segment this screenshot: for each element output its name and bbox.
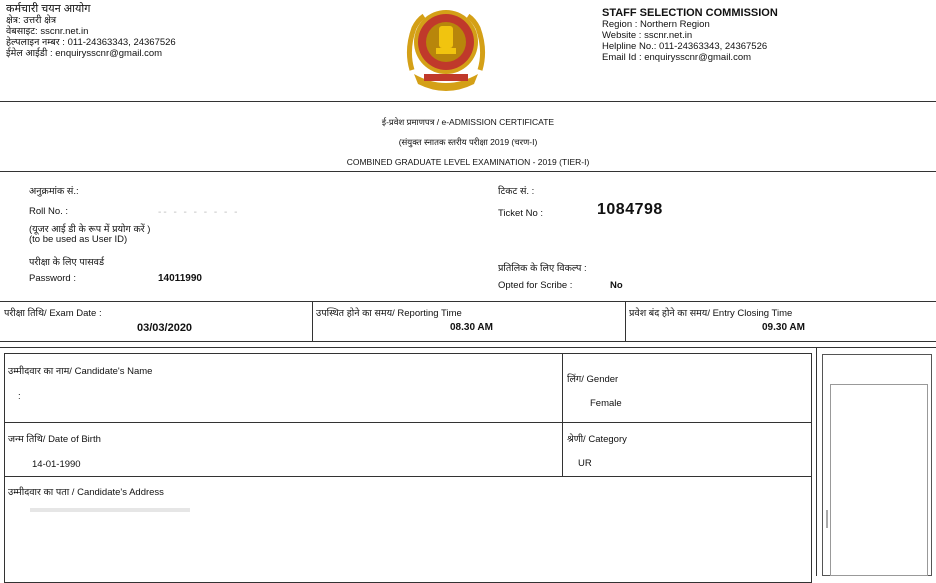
entry-closing-value: 09.30 AM (762, 322, 805, 333)
email-hindi: ईमेल आईडी : enquirysscnr@gmail.com (6, 48, 163, 59)
candidate-table (4, 353, 812, 583)
password-label: Password : (29, 273, 76, 284)
title-line-2: (संयुक्त स्नातक स्तरीय परीक्षा 2019 (चरण-I) (398, 137, 538, 147)
exam-row-bottom-border (0, 341, 936, 342)
user-id-note-hindi: (यूजर आई डी के रूप में प्रयोग करें ) (29, 224, 151, 235)
website-hindi: वेबसाइट: sscnr.net.in (6, 26, 89, 37)
photo-frame-mark (826, 510, 828, 528)
exam-row-top-border (0, 301, 936, 302)
ssc-emblem-logo (404, 0, 488, 92)
reporting-time-label: उपस्थित होने का समय/ Reporting Time (316, 308, 462, 319)
region-hindi: क्षेत्र: उत्तरी क्षेत्र (6, 15, 57, 26)
region-english: Region : Northern Region (602, 19, 710, 30)
candidate-name-value: : (18, 391, 21, 402)
candidate-photo-placeholder (830, 384, 928, 576)
scribe-label-hindi: प्रतिलिक के लिए विकल्प : (498, 263, 587, 274)
email-english: Email Id : enquirysscnr@gmail.com (602, 52, 752, 63)
exam-row-divider-1 (312, 301, 313, 341)
dob-label: जन्म तिथि/ Date of Birth (8, 434, 101, 445)
category-value: UR (578, 458, 592, 469)
reporting-time-value: 08.30 AM (450, 322, 493, 333)
candidate-table-top (0, 347, 936, 348)
gender-label: लिंग/ Gender (567, 374, 619, 385)
user-id-note: (to be used as User ID) (29, 234, 128, 245)
address-blurred (30, 508, 190, 512)
org-name-hindi: कर्मचारी चयन आयोग (6, 3, 91, 15)
ticket-label: Ticket No : (498, 208, 544, 219)
header-divider (0, 101, 936, 102)
address-label: उम्मीदवार का पता / Candidate's Address (8, 487, 164, 498)
website-english: Website : sscnr.net.in (602, 30, 693, 41)
category-label: श्रेणी/ Category (567, 434, 627, 445)
header-english (602, 8, 902, 63)
title-divider (0, 171, 936, 172)
candidate-row-2-border (4, 476, 812, 477)
ticket-value: 1084798 (597, 201, 663, 218)
candidate-name-label: उम्मीदवार का नाम/ Candidate's Name (8, 366, 153, 377)
exam-date-label: परीक्षा तिथि/ Exam Date : (4, 308, 102, 319)
password-value: 14011990 (158, 273, 202, 284)
candidate-table-divider (562, 353, 563, 476)
entry-closing-label: प्रवेश बंद होने का समय/ Entry Closing Time (629, 308, 793, 319)
helpline-hindi: हेल्पलाइन नम्बर : 011-24363343, 24367526 (6, 37, 176, 48)
title-line-3: COMBINED GRADUATE LEVEL EXAMINATION - 2019 (TIER-I) (346, 157, 590, 167)
scribe-value: No (610, 280, 623, 291)
password-label-hindi: परीक्षा के लिए पासवर्ड (29, 257, 105, 268)
title-line-1: ई-प्रवेश प्रमाणपत्र / e-ADMISSION CERTIFICATE (381, 117, 555, 127)
dob-value: 14-01-1990 (32, 459, 81, 470)
roll-value: -- - - - - - - - (158, 207, 240, 218)
exam-date-value: 03/03/2020 (137, 322, 193, 334)
certificate-title (0, 112, 936, 172)
roll-label: Roll No. : (29, 206, 69, 217)
candidate-row-1-border (4, 422, 812, 423)
exam-row-divider-2 (625, 301, 626, 341)
header-hindi (6, 4, 246, 59)
org-name-english: STAFF SELECTION COMMISSION (602, 7, 778, 19)
gender-value: Female (590, 398, 622, 409)
photo-column-left (816, 347, 817, 576)
ticket-label-hindi: टिकट सं. : (498, 186, 535, 197)
scribe-label: Opted for Scribe : (498, 280, 573, 291)
roll-label-hindi: अनुक्रमांक सं.: (29, 186, 79, 197)
helpline-english: Helpline No.: 011-24363343, 24367526 (602, 41, 768, 52)
